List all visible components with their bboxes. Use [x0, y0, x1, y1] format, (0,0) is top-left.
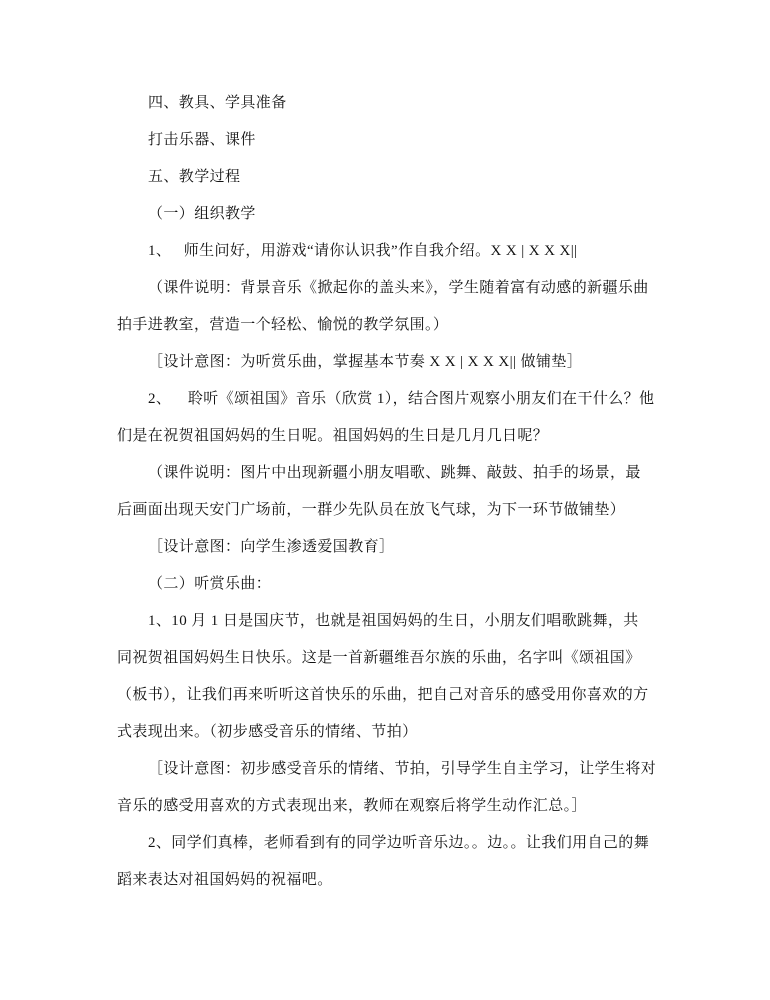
paragraph-step-2: [117, 381, 677, 455]
paragraph-listening-step-2: [117, 825, 677, 899]
paragraph-line: 式表现出来。（初步感受音乐的情绪、节拍）: [117, 724, 418, 740]
paragraph-line: 蹈来表达对祖国妈妈的祝福吧。: [117, 872, 333, 888]
paragraph-line: 四、教具、学具准备: [148, 95, 287, 111]
paragraph-line: （课件说明：背景音乐《掀起你的盖头来》，学生随着富有动感的新疆乐曲: [148, 280, 649, 296]
paragraph-line: （课件说明：图片中出现新疆小朋友唱歌、跳舞、敲鼓、拍手的场景，最: [148, 465, 641, 481]
paragraph-line: 后画面出现天安门广场前，一群少先队员在放飞气球，为下一环节做铺垫）: [117, 502, 626, 518]
paragraph-line: （板书），让我们再来听听这首快乐的乐曲，把自己对音乐的感受用你喜欢的方: [117, 687, 649, 703]
paragraph-design-intent-2: [117, 529, 677, 566]
paragraph-step-1: [117, 233, 677, 270]
paragraph-line: 1、10 月 1 日是国庆节，也就是祖国妈妈的生日，小朋友们唱歌跳舞，共: [148, 613, 639, 629]
document-body: [117, 85, 677, 899]
paragraph-design-intent-1: [117, 344, 677, 381]
paragraph-line: 同祝贺祖国妈妈生日快乐。这是一首新疆维吾尔族的乐曲，名字叫《颂祖国》: [117, 650, 641, 666]
paragraph-listening-step-1: [117, 603, 677, 751]
subsection-heading-listening: [117, 566, 677, 603]
paragraph-line: 2、 聆听《颂祖国》音乐（欣赏 1），结合图片观察小朋友们在干什么？他: [148, 391, 655, 407]
paragraph-line: ［设计意图：向学生渗透爱国教育］: [148, 539, 395, 555]
paragraph-line: 们是在祝贺祖国妈妈的生日呢。祖国妈妈的生日是几月几日呢？: [117, 428, 549, 444]
paragraph-line: ［设计意图：初步感受音乐的情绪、节拍，引导学生自主学习，让学生将对: [148, 761, 657, 777]
paragraph-line: 2、同学们真棒，老师看到有的同学边听音乐边。。边。。让我们用自己的舞: [148, 835, 650, 851]
paragraph-line: 音乐的感受用喜欢的方式表现出来，教师在观察后将学生动作汇总。］: [117, 798, 587, 814]
section-heading-materials: [117, 85, 677, 122]
paragraph-design-intent-3: [117, 751, 677, 825]
subsection-heading-organize: [117, 196, 677, 233]
paragraph-line: （二）听赏乐曲：: [148, 576, 272, 592]
section-heading-process: [117, 159, 677, 196]
paragraph-courseware-note-1: [117, 270, 677, 344]
paragraph-materials-list: [117, 122, 677, 159]
paragraph-line: 拍手进教室，营造一个轻松、愉悦的教学氛围。）: [117, 317, 449, 333]
paragraph-line: 1、 师生问好，用游戏“请你认识我”作自我介绍。X X | X X X||: [148, 243, 578, 259]
paragraph-line: 五、教学过程: [148, 169, 241, 185]
paragraph-line: ［设计意图：为听赏乐曲，掌握基本节奏 X X | X X X|| 做铺垫］: [148, 354, 583, 370]
paragraph-courseware-note-2: [117, 455, 677, 529]
paragraph-line: （一）组织教学: [148, 206, 256, 222]
paragraph-line: 打击乐器、课件: [148, 132, 256, 148]
